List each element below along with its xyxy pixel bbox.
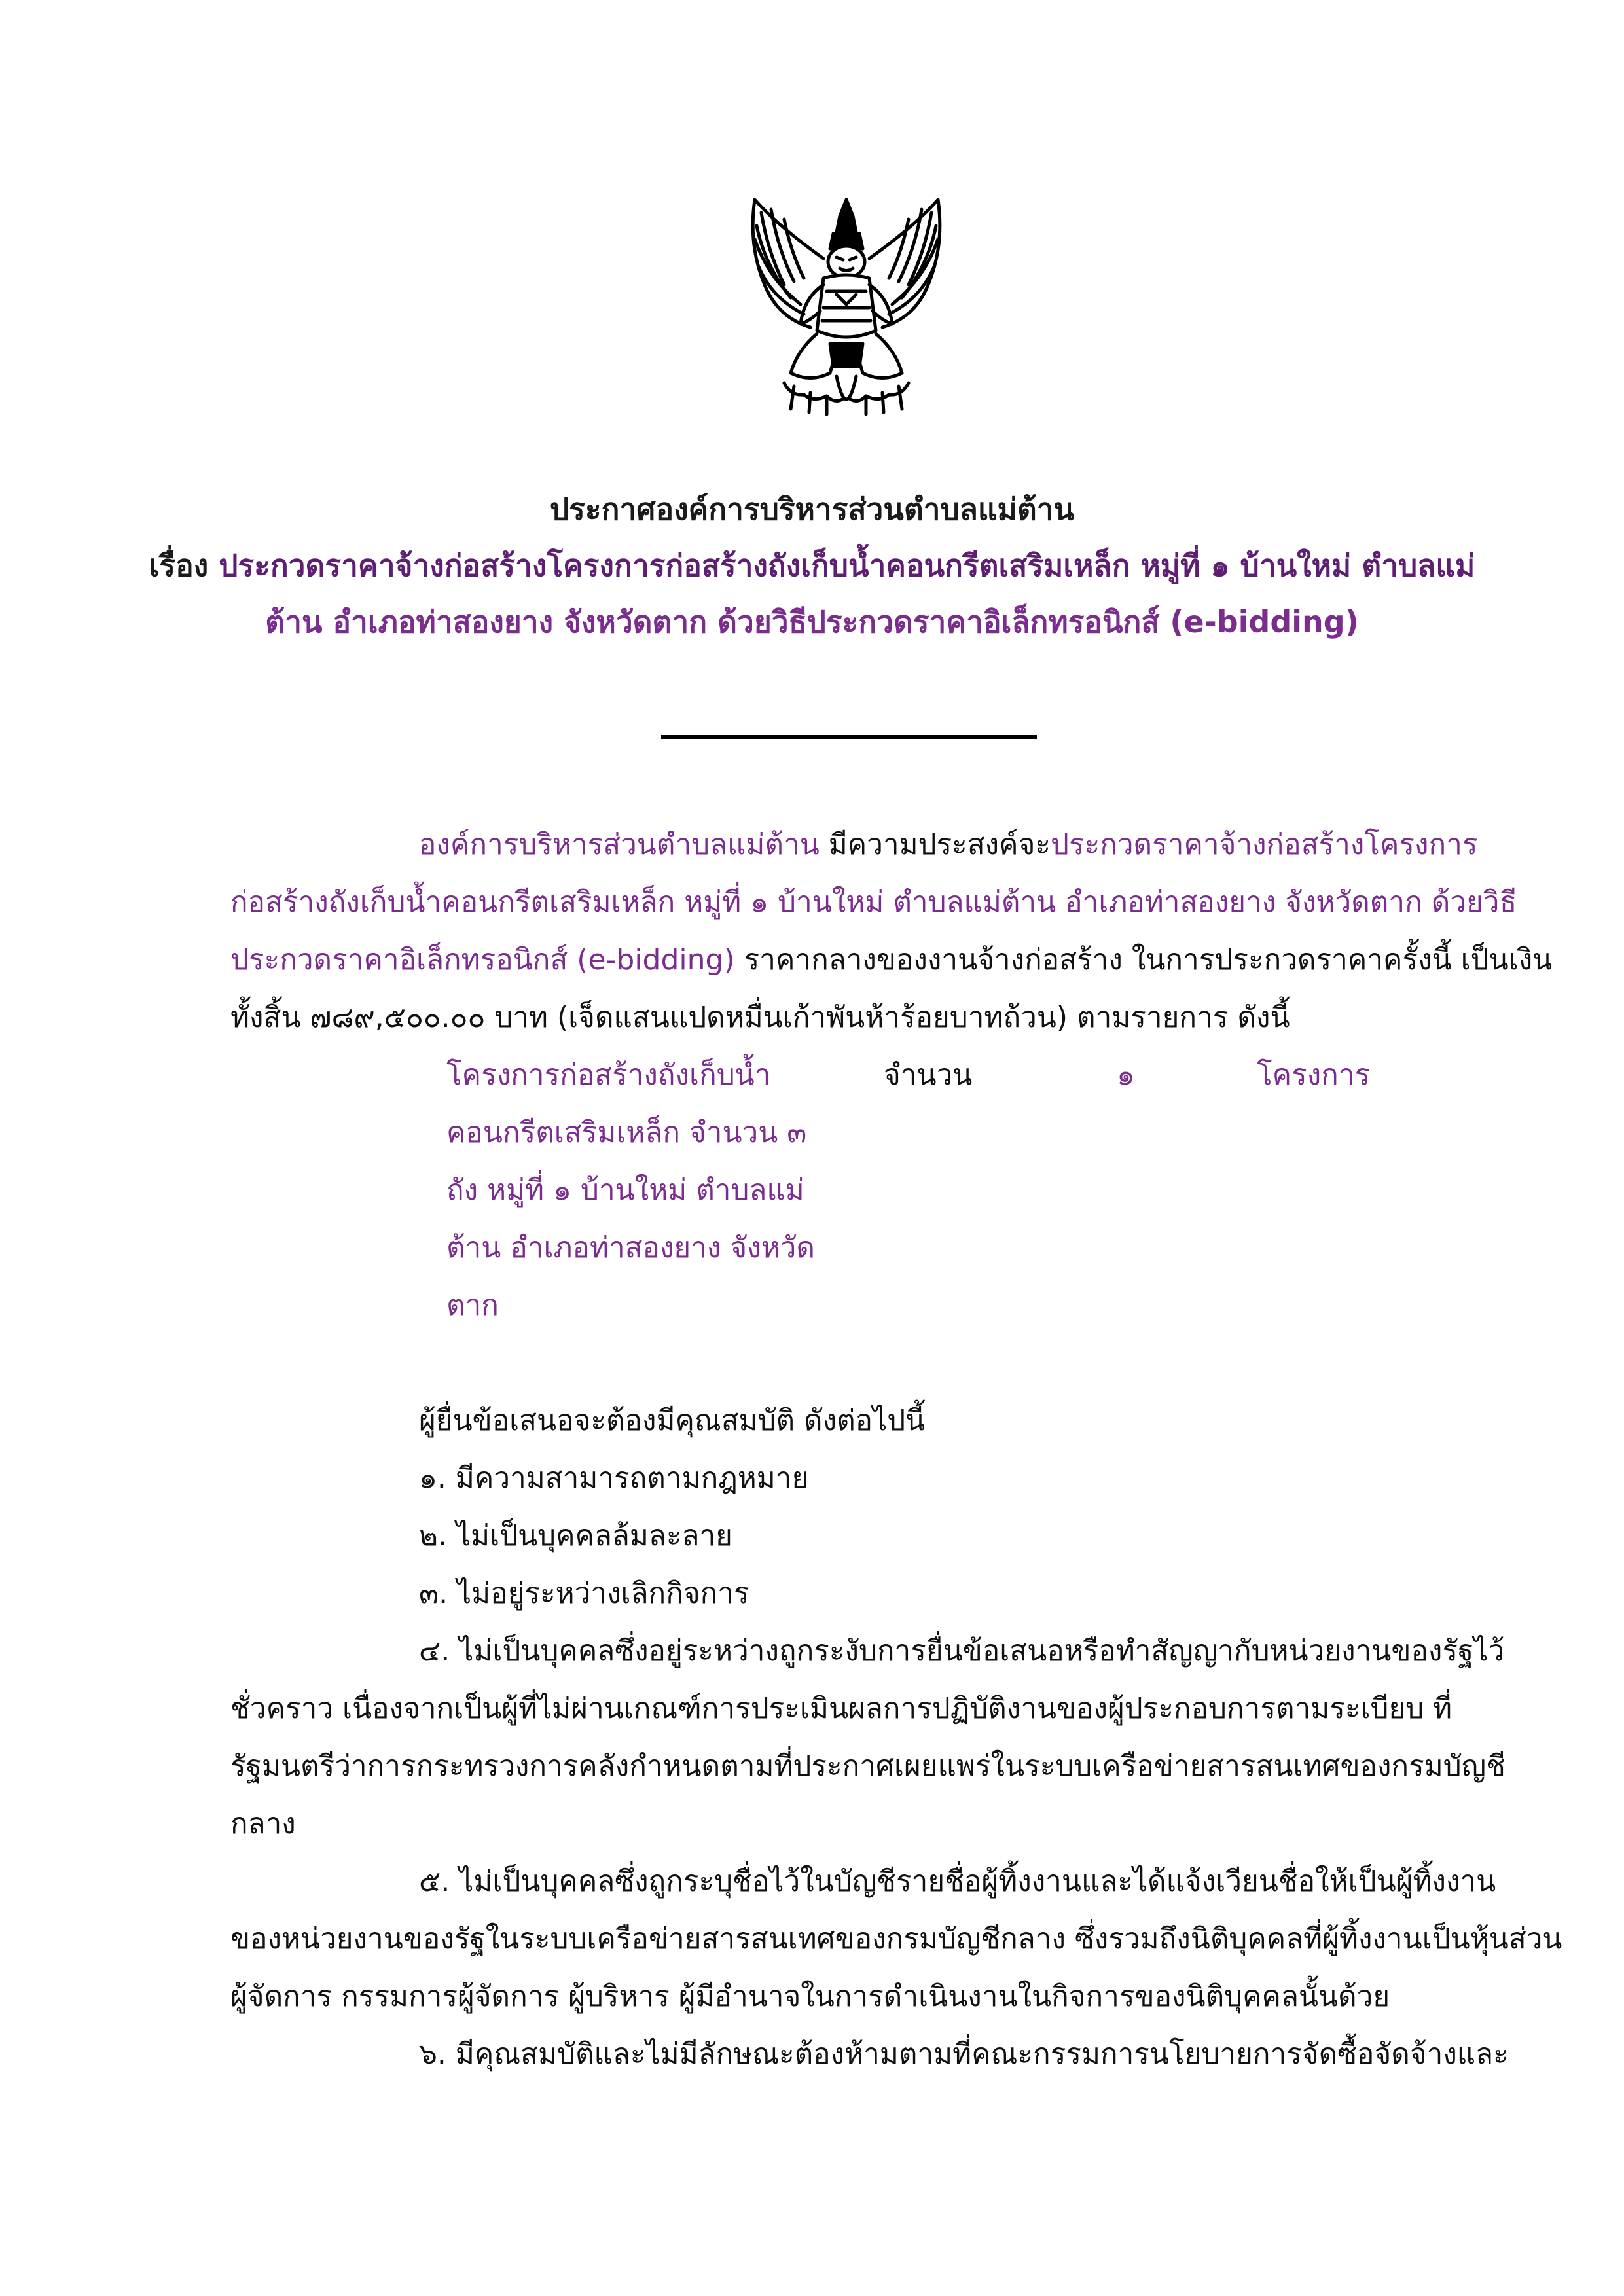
item-name-line-3: ถัง หมู่ที่ ๑ บ้านใหม่ ตำบลแม่ [446, 1174, 804, 1207]
intro-text-3: ราคากลางของงานจ้างก่อสร้าง ในการประกวดราคาครั้งนี้ เป็นเงิน [734, 943, 1553, 977]
qualification-4-line-2: ชั่วคราว เนื่องจากเป็นผู้ที่ไม่ผ่านเกณฑ์การประเมินผลการปฏิบัติงานของผู้ประกอบการตามระเบียบ ที่ [230, 1692, 1453, 1725]
qualification-2: ๒. ไม่เป็นบุคคลล้มละลาย [419, 1519, 732, 1552]
qualifications-heading: ผู้ยื่นข้อเสนอจะต้องมีคุณสมบัติ ดังต่อไปนี้ [419, 1404, 926, 1437]
item-unit: โครงการ [1257, 1058, 1371, 1092]
subject-line-2: ต้าน อำเภอท่าสองยาง จังหวัดตาก ด้วยวิธีประกวดราคาอิเล็กทรอนิกส์ (e-bidding) [265, 604, 1359, 639]
intro-line-1 [419, 821, 1478, 867]
qualification-4-line-1: ๔. ไม่เป็นบุคคลซึ่งอยู่ระหว่างถูกระงับการยื่นข้อเสนอหรือทำสัญญากับหน่วยงานของรัฐไว้ [419, 1634, 1505, 1668]
project-title-start: ประกวดราคาจ้างก่อสร้างโครงการ [1051, 828, 1478, 861]
subject-line-1 [0, 542, 1624, 590]
item-qty-label: จำนวน [884, 1058, 973, 1092]
org-name: องค์การบริหารส่วนตำบลแม่ต้าน [419, 828, 820, 861]
qualification-5-line-2: ของหน่วยงานของรัฐในระบบเครือข่ายสารสนเทศของกรมบัญชีกลาง ซึ่งรวมถึงนิติบุคคลที่ผู้ทิ้งงานเป็นหุ้นส่วน [230, 1922, 1562, 1956]
method-name: ประกวดราคาอิเล็กทรอนิกส์ (e-bidding) [230, 943, 735, 977]
announcement-title: ประกาศองค์การบริหารส่วนตำบลแม่ต้าน [549, 492, 1075, 527]
intro-line-4: ทั้งสิ้น ๗๘๙,๕๐๐.๐๐ บาท (เจ็ดแสนแปดหมื่นเก้าพันห้าร้อยบาทถ้วน) ตามรายการ ดังนี้ [230, 1001, 1290, 1034]
item-name-line-2: คอนกรีตเสริมเหล็ก จำนวน ๓ [446, 1116, 807, 1149]
item-name-line-5: ตาก [446, 1289, 499, 1322]
qualification-1: ๑. มีความสามารถตามกฎหมาย [419, 1462, 809, 1495]
intro-text-1: มีความประสงค์จะ [819, 828, 1051, 861]
intro-line-3 [230, 937, 1552, 982]
qualification-4-line-4: กลาง [230, 1807, 296, 1840]
intro-line-2: ก่อสร้างถังเก็บน้ำคอนกรีตเสริมเหล็ก หมู่ที่ ๑ บ้านใหม่ ตำบลแม่ต้าน อำเภอท่าสองยาง จังหวัดตาก ด้วยวิธี [230, 886, 1517, 919]
qualification-6-line-1: ๖. มีคุณสมบัติและไม่มีลักษณะต้องห้ามตามที่คณะกรรมการนโยบายการจัดซื้อจัดจ้างและ [419, 2037, 1509, 2071]
qualification-4-line-3: รัฐมนตรีว่าการกระทรวงการคลังกำหนดตามที่ประกาศเผยแพร่ในระบบเครือข่ายสารสนเทศของกรมบัญชี [230, 1749, 1506, 1783]
item-name-line-4: ต้าน อำเภอท่าสองยาง จังหวัด [446, 1231, 815, 1265]
garuda-emblem [738, 187, 954, 429]
qualification-5-line-1: ๕. ไม่เป็นบุคคลซึ่งถูกระบุชื่อไว้ในบัญชีรายชื่อผู้ทิ้งงานและได้แจ้งเวียนชื่อให้เป็นผู้ทิ้งงาน [419, 1865, 1496, 1898]
subject-text-1: ประกวดราคาจ้างก่อสร้างโครงการก่อสร้างถังเก็บน้ำคอนกรีตเสริมเหล็ก หมู่ที่ ๑ บ้านใหม่ ตำบลแม่ [219, 548, 1475, 583]
qualification-5-line-3: ผู้จัดการ กรรมการผู้จัดการ ผู้บริหาร ผู้มีอำนาจในการดำเนินงานในกิจการของนิติบุคคลนั้นด้วย [230, 1980, 1390, 2013]
divider-rule [661, 735, 1037, 739]
item-name-line-1: โครงการก่อสร้างถังเก็บน้ำ [446, 1058, 771, 1092]
item-qty: ๑ [1117, 1058, 1135, 1092]
subject-prefix: เรื่อง [149, 548, 219, 583]
qualification-3: ๓. ไม่อยู่ระหว่างเลิกกิจการ [419, 1577, 749, 1610]
